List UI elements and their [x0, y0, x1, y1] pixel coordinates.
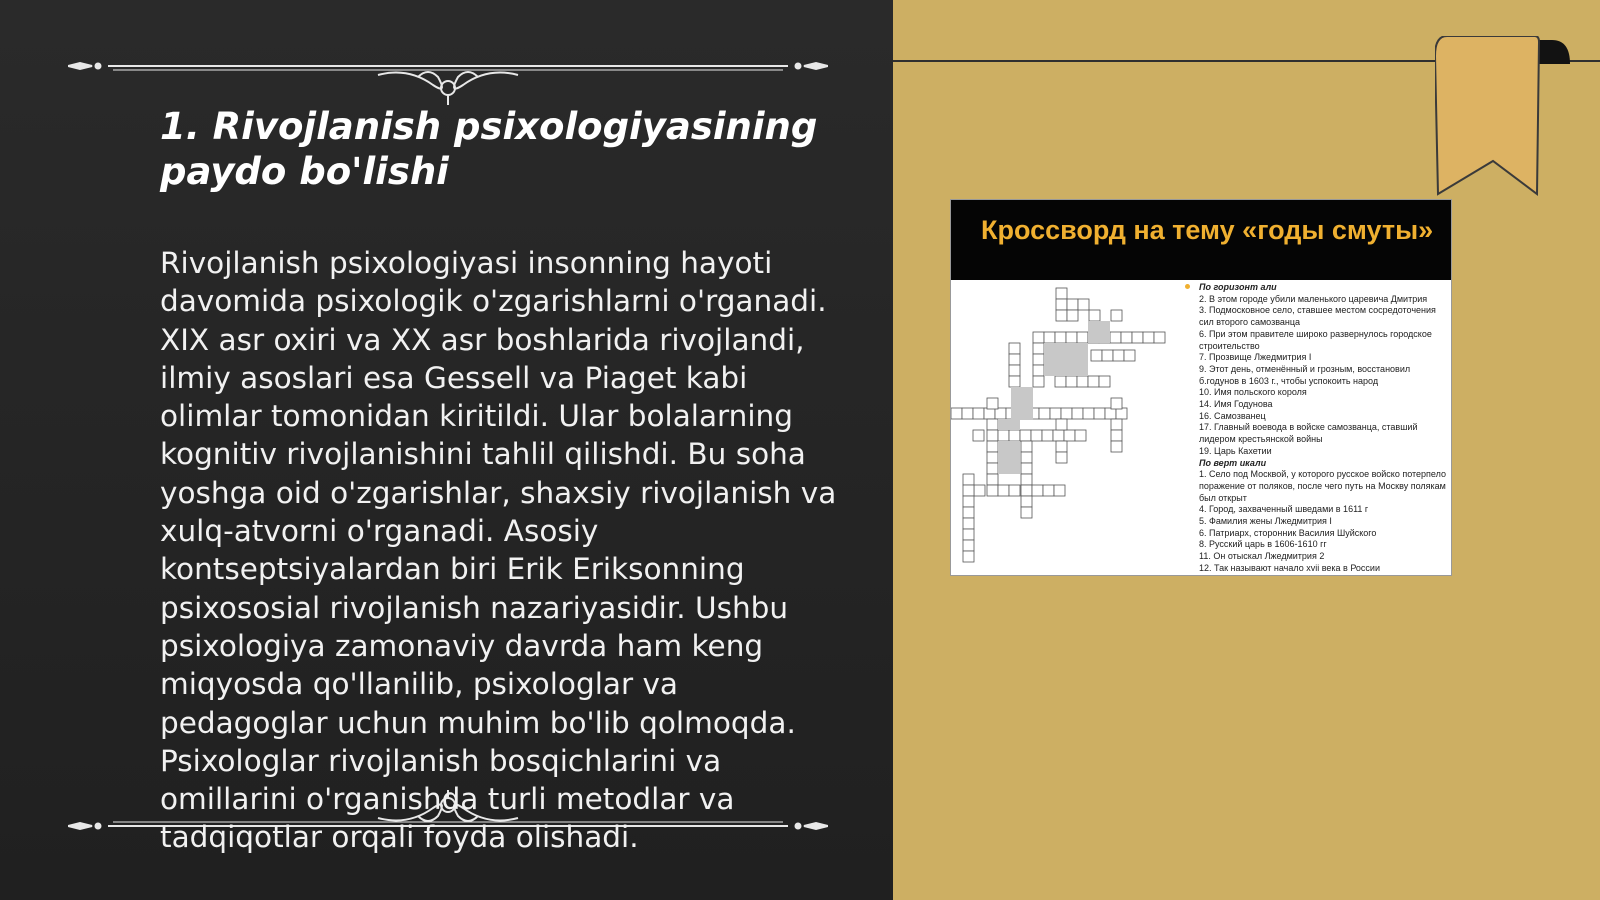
clue-item: 10. Имя польского короля — [1199, 387, 1307, 398]
clue-bullet-icon — [1185, 284, 1190, 289]
crossword-grid — [951, 280, 1191, 575]
crossword-clue-list — [1199, 282, 1451, 575]
clue-item: 16. Самозванец — [1199, 410, 1266, 421]
clue-item: 1. Село под Москвой, у которого русское войско потерпело поражение от поляков, после чего путь на Москву полякам был открыт — [1199, 469, 1446, 503]
bookmark-icon — [1435, 36, 1570, 198]
slide-body-text: Rivojlanish psixologiyasi insonning hayoti davomida psixologik o'zgarishlarni o'rganadi. XIX asr oxiri va XX asr boshlarida rivojlandi, ilmiy asoslari esa Gessell va Piaget kabi olimlar tomonidan kiritildi. Ular bolalarning kognitiv rivojlanishini tahlil qilishdi. Bu soha yoshga oid o'zgarishlar, shaxsiy rivojlanish va xulq-atvorni o'rganadi. Asosiy kontseptsiyalardan biri Erik Eriksonning psixososial rivojlanish nazariyasidir. Ushbu psixologiya zamonaviy davrda ham keng miqyosda qo'llanilib, psixologlar va pedagoglar uchun muhim bo'lib qolmoqda. Psixologlar rivojlanish bosqichlarini va omillarini o'rganishda turli metodlar va tadqiqotlar orqali foyda olishadi. — [160, 246, 837, 855]
clue-item: 14. Имя Годунова — [1199, 399, 1273, 410]
clue-item: 7. Прозвище Лжедмитрия I — [1199, 352, 1312, 363]
clue-item: 8. Русский царь в 1606-1610 гг — [1199, 539, 1327, 550]
thumbnail-title: Кроссворд на тему «годы смуты» — [981, 215, 1434, 245]
clue-item: 6. При этом правителе широко развернулось городское строительство — [1199, 328, 1432, 351]
clue-item: 4. Город, захваченный шведами в 1611 г — [1199, 504, 1369, 515]
clue-item: 3. Подмосковное село, ставшее местом сосредоточения сил второго самозванца — [1199, 305, 1436, 328]
clue-item: 12. Так называют начало xvii века в России — [1199, 562, 1380, 573]
thumbnail-header — [951, 200, 1451, 280]
top-ornament — [68, 55, 828, 105]
clue-item: 2. В этом городе убили маленького царевича Дмитрия — [1199, 293, 1428, 304]
clue-item: 9. Этот день, отменённый и грозным, восстановил б.годунов в 1603 г., чтобы успокоить народ — [1199, 363, 1411, 386]
clue-item: 6. Патриарх, сторонник Василия Шуйского — [1199, 527, 1377, 538]
horizontal-heading: По горизонт али — [1199, 282, 1277, 292]
clue-item: 17. Главный воевода в войске самозванца, ставший лидером крестьянской войны — [1199, 422, 1418, 445]
vertical-heading: По верт икали — [1199, 457, 1267, 468]
slide-title: 1. Rivojlanish psixologiyasining paydo bo'lishi — [160, 105, 818, 193]
clue-item: 11. Он отыскал Лжедмитрия 2 — [1199, 551, 1325, 562]
clue-item: 5. Фамилия жены Лжедмитрия I — [1199, 516, 1332, 527]
crossword-slide-thumbnail — [950, 199, 1452, 576]
clue-item: 19. Царь Кахетии — [1199, 445, 1272, 456]
